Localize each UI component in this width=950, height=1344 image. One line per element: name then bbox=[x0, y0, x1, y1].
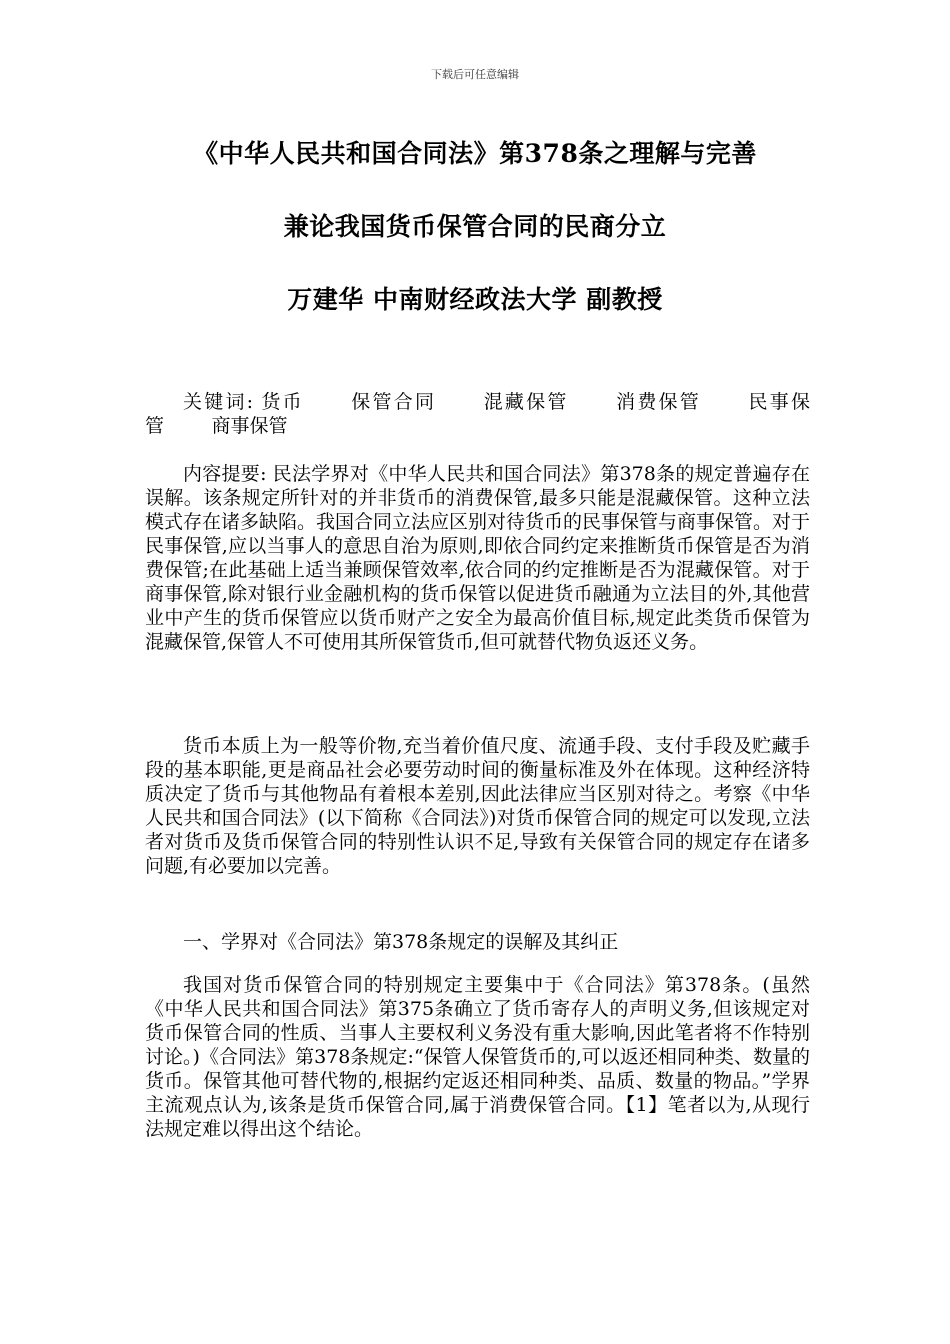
section1-block bbox=[145, 973, 810, 1141]
abstract-paragraph: 内容提要: 民法学界对《中华人民共和国合同法》第378条的规定普遍存在误解。该条规定所针对的并非货币的消费保管,最多只能是混藏保管。这种立法模式存在诸多缺陷。我国合同立法应区别对待货币的民事保管与商事保管。对于民事保管,应以当事人的意思自治为原则,即依合同约定来推断货币保管是否为消费保管;在此基础上适当兼顾保管效率,依合同的约定推断是否为混藏保管。对于商事保管,除对银行业金融机构的货币保管以促进货币融通为立法目的外,其他营业中产生的货币保管应以货币财产之安全为最高价值目标,规定此类货币保管为混藏保管,保管人不可使用其所保管货币,但可就替代物负返还义务。 bbox=[145, 463, 811, 653]
section-heading: 一、学界对《合同法》第378条规定的误解及其纠正 bbox=[183, 931, 619, 953]
intro-block bbox=[145, 734, 810, 878]
document-title: 《中华人民共和国合同法》第378条之理解与完善 bbox=[193, 139, 757, 168]
author-line: 万建华 中南财经政法大学 副教授 bbox=[287, 285, 663, 314]
keyword-item: 消费保管 bbox=[616, 391, 702, 413]
document-subtitle: 兼论我国货币保管合同的民商分立 bbox=[283, 212, 667, 241]
keywords-label: 关键词: bbox=[183, 391, 254, 413]
keyword-item: 保管合同 bbox=[351, 391, 437, 413]
keyword-item: 混藏保管 bbox=[483, 391, 569, 413]
keyword-item: 货币 bbox=[261, 391, 304, 413]
section1-paragraph: 我国对货币保管合同的特别规定主要集中于《合同法》第378条。(虽然《中华人民共和国合同法》第375条确立了货币寄存人的声明义务,但该规定对货币保管合同的性质、当事人主要权利义务没有重大影响,因此笔者将不作特别讨论。)《合同法》第378条规定:“保管人保管货币的,可以返还相同种类、数量的货币。保管其他可替代物的,根据约定返还相同种类、品质、数量的物品。”学界主流观点认为,该条是货币保管合同,属于消费保管合同。【1】笔者以为,从现行法规定难以得出这个结论。 bbox=[145, 974, 810, 1140]
keyword-item: 商事保管 bbox=[211, 415, 288, 437]
section-heading-block bbox=[145, 930, 810, 954]
abstract-block bbox=[145, 462, 810, 654]
header-note: 下载后可任意编辑 bbox=[431, 68, 519, 81]
keyword-item: 民事保管 bbox=[145, 391, 810, 437]
intro-paragraph: 货币本质上为一般等价物,充当着价值尺度、流通手段、支付手段及贮藏手段的基本职能,更是商品社会必要劳动时间的衡量标准及外在体现。这种经济特质决定了货币与其他物品有着根本差别,因此法律应当区别对待之。考察《中华人民共和国合同法》(以下简称《合同法》)对货币保管合同的规定可以发现,立法者对货币及货币保管合同的特别性认识不足,导致有关保管合同的规定存在诸多问题,有必要加以完善。 bbox=[145, 735, 810, 877]
keywords-block bbox=[145, 390, 810, 438]
